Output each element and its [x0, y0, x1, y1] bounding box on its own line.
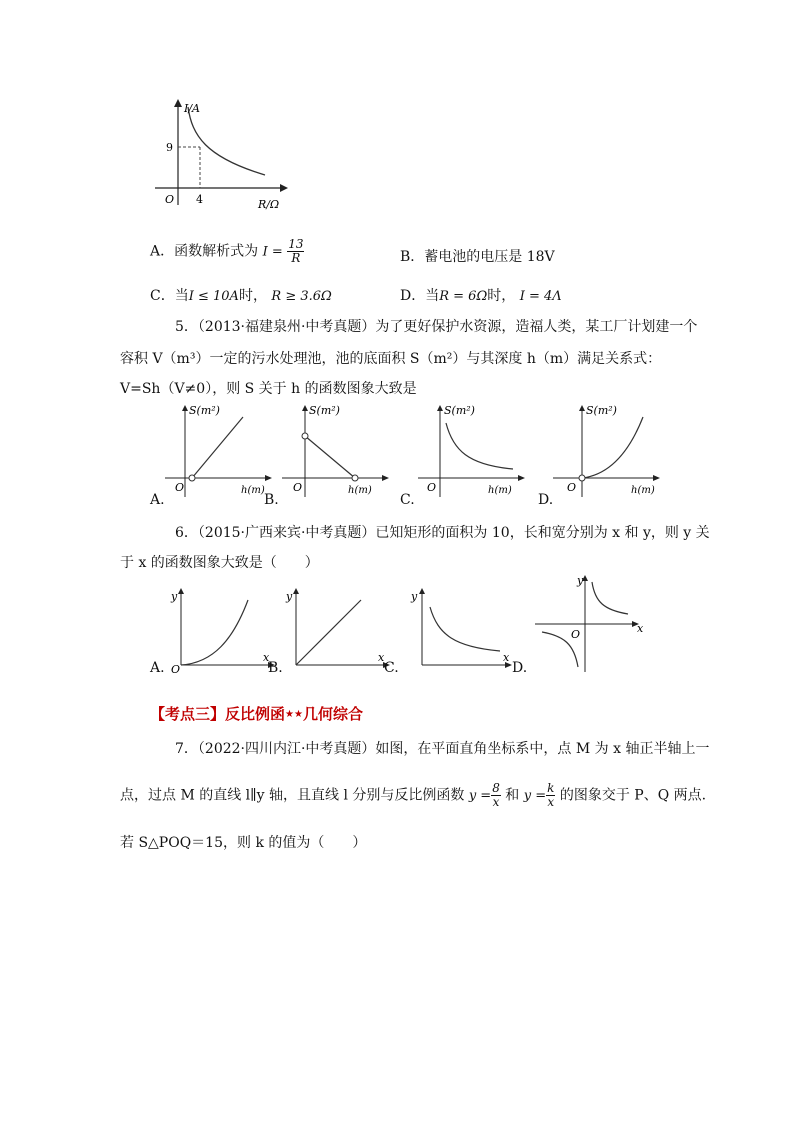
q6d-origin: O — [571, 628, 581, 641]
section-heading: 【考点三】反比例函★★几何综合 — [150, 705, 363, 723]
fig1-ylabel: I/A — [184, 102, 200, 115]
q5-option-b: B. — [264, 492, 279, 508]
q5-graph-c — [418, 405, 528, 500]
q5a-origin: O — [175, 481, 185, 494]
q6b-ylabel: y — [286, 590, 293, 603]
q4-option-c: C．当I ≤ 10A时， R ≥ 3.6Ω — [150, 288, 332, 304]
q5b-xlabel: h(m) — [348, 485, 372, 496]
star-icon: ★★ — [285, 709, 303, 720]
q5d-origin: O — [567, 481, 577, 494]
q5-line3: V=Sh（V≠0），则 S 关于 h 的函数图象大致是 — [120, 381, 417, 397]
q6-graph-c — [400, 585, 515, 675]
q5c-ylabel: S(m²) — [444, 404, 475, 417]
q5b-ylabel: S(m²) — [309, 404, 340, 417]
q5c-origin: O — [427, 481, 437, 494]
q5b-origin: O — [293, 481, 303, 494]
q6-graph-d — [532, 572, 647, 677]
q7-line1: 7．（2022·四川内江·中考真题）如图，在平面直角坐标系中，点 M 为 x 轴正半轴上一 — [175, 741, 710, 757]
q6a-xlabel: x — [263, 651, 270, 664]
q4-fraction: $\frac{13}{R}$ — [288, 237, 304, 265]
q4-option-a: A．函数解析式为 I = $\frac{13}{R}$ — [150, 237, 304, 265]
q6-line1: 6．（2015·广西来宾·中考真题）已知矩形的面积为 10，长和宽分别为 x 和 y，则 y 关 — [175, 525, 710, 541]
q6-graph-b — [283, 585, 393, 675]
q7-fraction-1: $\frac{8}{x}$ — [492, 781, 500, 809]
q5-line2: 容积 V（m³）一定的污水处理池，池的底面积 S（m²）与其深度 h（m）满足关系式： — [120, 351, 662, 367]
q5-option-a: A. — [150, 492, 165, 508]
q5-option-d: D. — [538, 492, 554, 508]
q5-graph-a — [165, 405, 275, 500]
q5a-xlabel: h(m) — [241, 485, 265, 496]
q6-graph-a — [168, 585, 278, 675]
q5-line1: 5．（2013·福建泉州·中考真题）为了更好保护水资源，造福人类，某工厂计划建一个 — [175, 319, 698, 335]
q6c-ylabel: y — [411, 590, 418, 603]
q6-option-c: C. — [384, 660, 399, 676]
q6-option-d: D. — [512, 660, 528, 676]
figure-current-resistance — [150, 95, 290, 215]
fig1-xlabel: R/Ω — [258, 198, 280, 211]
q5d-xlabel: h(m) — [631, 485, 655, 496]
q5-option-c: C. — [400, 492, 415, 508]
q5a-ylabel: S(m²) — [189, 404, 220, 417]
q6c-xlabel: x — [503, 651, 510, 664]
q4-option-d: D．当R = 6Ω时， I = 4Λ — [400, 288, 562, 304]
q6a-origin: O — [171, 663, 181, 676]
q6a-ylabel: y — [171, 590, 178, 603]
q6b-xlabel: x — [378, 651, 385, 664]
fig1-origin: O — [165, 193, 175, 206]
fig1-xtick: 4 — [196, 193, 203, 206]
q7-line3: 若 S△POQ＝15，则 k 的值为（ ） — [120, 835, 367, 851]
q6-line2: 于 x 的函数图象大致是（ ） — [120, 555, 319, 571]
q4-option-b: B．蓄电池的电压是 18V — [400, 249, 555, 265]
q7-fraction-2: $\frac{k}{x}$ — [547, 781, 555, 809]
q5d-ylabel: S(m²) — [586, 404, 617, 417]
q5-graph-b — [282, 405, 392, 500]
q7-line2: 点，过点 M 的直线 l∥y 轴，且直线 l 分别与反比例函数 y = $\frac{8}{x}$ 和 y = $\frac{k}{x}$ 的图象交于 P、Q 两点. — [120, 781, 707, 809]
q6d-ylabel: y — [577, 574, 584, 587]
q5-graph-d — [553, 405, 663, 500]
q6d-xlabel: x — [637, 622, 644, 635]
q6-option-b: B. — [268, 660, 283, 676]
q6-option-a: A. — [150, 660, 165, 676]
q5c-xlabel: h(m) — [488, 485, 512, 496]
fig1-ytick: 9 — [166, 141, 173, 154]
